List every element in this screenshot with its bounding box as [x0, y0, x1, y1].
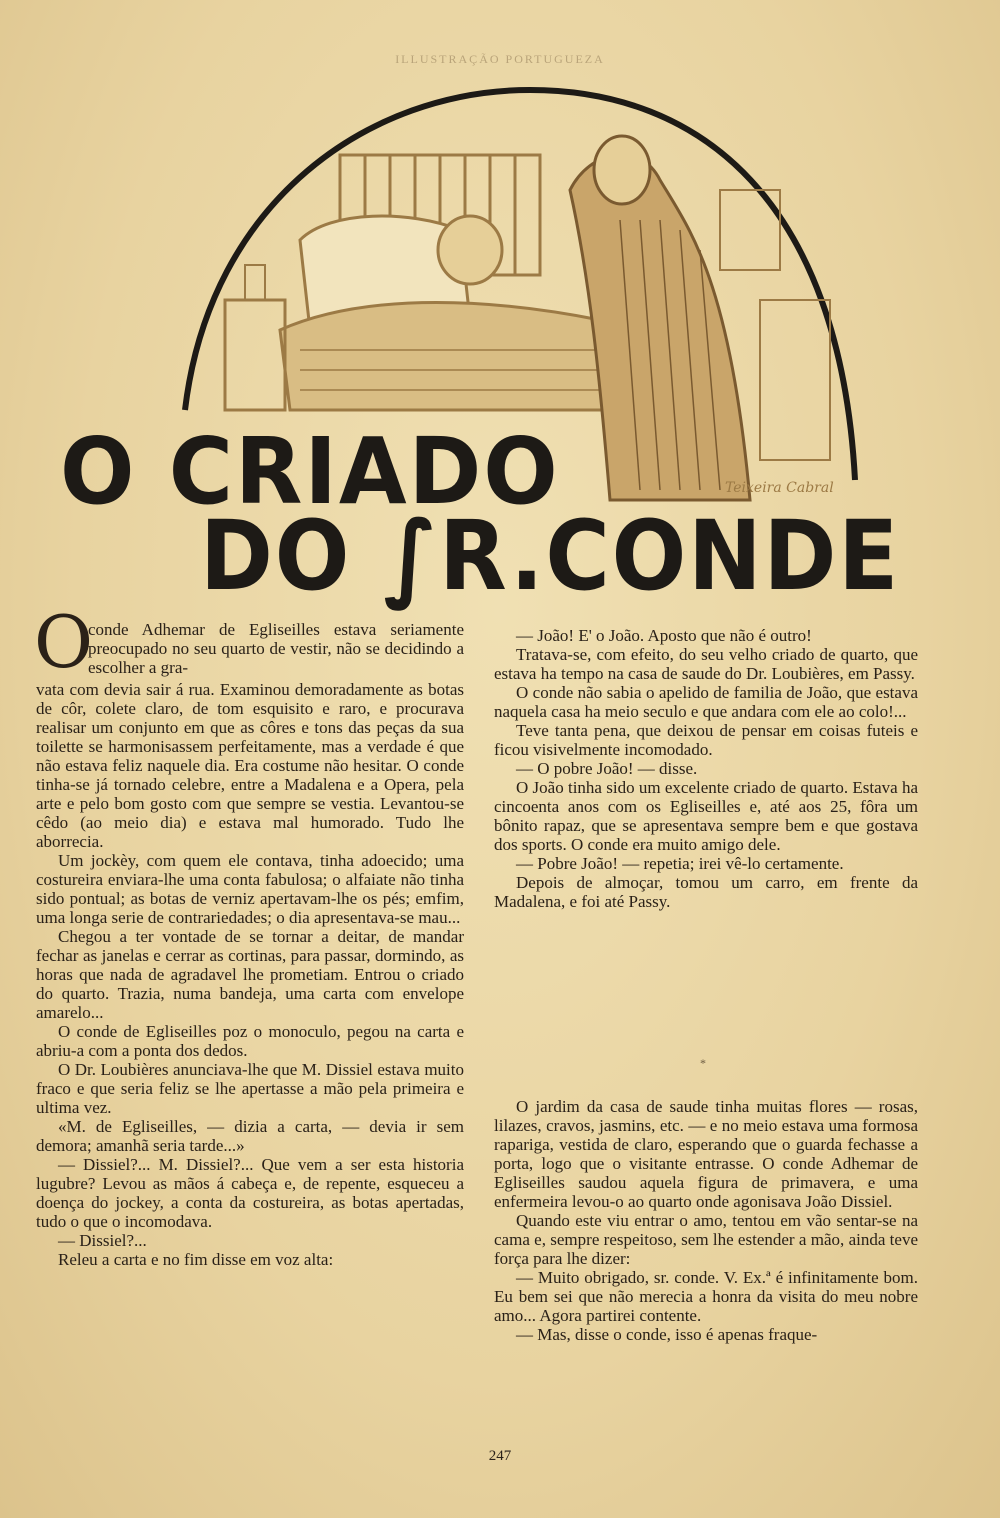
- paragraph: — O pobre João! — disse.: [516, 759, 698, 778]
- paragraph: — Muito obrigado, sr. conde. V. Ex.ª é infinitamente bom. Eu bem sei que não merecia a honra da visita do meu nobre amo... Agora partirei contente.: [494, 1268, 918, 1325]
- paragraph: Um jockèy, com quem ele contava, tinha adoecido; uma costureira enviara-lhe uma conta fabulosa; o alfaiate não tinha sido pontual; as botas de verniz apertavam-lhe os pés; emfim, uma longa serie de contrariedades; o dia apresentava-se mau...: [36, 851, 464, 927]
- paragraph: — Pobre João! — repetia; irei vê-lo certamente.: [516, 854, 844, 873]
- bedside-table: [225, 300, 285, 410]
- page-number: 247: [488, 1448, 512, 1464]
- illustration-signature: Teixeira Cabral: [725, 480, 834, 496]
- paragraph: vata com devia sair á rua. Examinou demoradamente as botas de côr, colete claro, de tom esquisito e raro, e procurava realisar um conjunto em que as côres e tons das peças da sua toilette se harmonisassem perfeitamente, mas a verdade é que não estava feliz naquele dia. Era costume não hesitar. O conde tinha-se já tornado celebre, entre a Madalena e a Opera, pela arte e pelo bom gosto com que sempre se vestia. Levantou-se cêdo (ao meio dia) e estava mal humorado. Tudo lhe aborrecia.: [36, 680, 464, 851]
- section-separator: *: [700, 1056, 706, 1070]
- paragraph: Tratava-se, com efeito, do seu velho criado de quarto, que estava ha tempo na casa de saude do Dr. Loubières, em Passy.: [494, 645, 918, 683]
- paragraph: Releu a carta e no fim disse em voz alta:: [58, 1250, 334, 1269]
- article-column-right-bottom: [494, 1097, 918, 1344]
- paragraph: O conde de Egliseilles poz o monoculo, pegou na carta e abriu-a com a ponta dos dedos.: [36, 1022, 464, 1060]
- paragraph: O jardim da casa de saude tinha muitas flores — rosas, lilazes, cravos, jasmins, etc. — e no meio estava uma formosa rapariga, vestida de claro, esperando que o guarda fechasse a porta, logo que o visitante entrasse. O conde Adhemar de Egliseilles saudou aquela figura de primavera, e uma enfermeira levou-o ao quarto onde agonisava João Dissiel.: [494, 1097, 918, 1211]
- paragraph: Teve tanta pena, que deixou de pensar em coisas futeis e ficou visivelmente incomodado.: [494, 721, 918, 759]
- paragraph: — Dissiel?... M. Dissiel?... Que vem a ser esta historia lugubre? Levou as mãos á cabeça e, de repente, esqueceu a doença do jockey, a conta da costureira, as botas apertadas, tudo o que o incomodava.: [36, 1155, 464, 1231]
- paragraph: — Dissiel?...: [58, 1231, 147, 1250]
- running-head: ILLUSTRAÇÃO PORTUGUEZA: [395, 52, 605, 66]
- paragraph: Quando este viu entrar o amo, tentou em vão sentar-se na cama e, sempre respeitoso, sem lhe estender a mão, ainda teve força para lhe dizer:: [494, 1211, 918, 1268]
- paragraph: «M. de Egliseilles, — dizia a carta, — devia ir sem demora; amanhã seria tarde...»: [36, 1117, 464, 1155]
- article-column-left: [36, 680, 464, 1269]
- title-line-2: DO ∫R.CONDE: [200, 500, 901, 612]
- paragraph: O João tinha sido um excelente criado de quarto. Estava ha cincoenta anos com os Egliseilles e, até aos 25, fôra um bônito rapaz, que se apresentava sempre bem e que gostava dos sports. O conde era muito amigo dele.: [494, 778, 918, 854]
- opening-text: conde Adhemar de Egliseilles estava seriamente preocupado no seu quarto de vestir, não se decidindo a escolher a gra-: [88, 620, 464, 677]
- title-line-1: O CRIADO: [60, 418, 560, 525]
- paragraph: Chegou a ter vontade de se tornar a deitar, de mandar fechar as janelas e cerrar as cortinas, para passar, dormindo, as horas que nada de agradavel lhe prometiam. Entrou o criado do quarto. Trazia, numa bandeja, uma carta com envelope amarelo...: [36, 927, 464, 1022]
- paragraph: O Dr. Loubières anunciava-lhe que M. Dissiel estava muito fraco e que seria feliz se lhe apertasse a mão pela primeira e ultima vez.: [36, 1060, 464, 1117]
- paragraph: O conde não sabia o apelido de familia de João, que estava naquela casa ha meio seculo e que andara com ele ao colo!...: [494, 683, 918, 721]
- cabinet: [760, 300, 830, 460]
- paragraph: Depois de almoçar, tomou um carro, em frente da Madalena, e foi até Passy.: [494, 873, 918, 911]
- paragraph: — João! E' o João. Aposto que não é outro!: [516, 626, 812, 645]
- article-column-right-top: [494, 626, 918, 911]
- blanket: [280, 303, 610, 411]
- old-man-head: [438, 216, 502, 284]
- glass: [245, 265, 265, 300]
- standing-man: [570, 155, 750, 500]
- article-opening-lines: [88, 620, 464, 677]
- standing-man-head: [594, 136, 650, 204]
- paragraph: — Mas, disse o conde, isso é apenas fraque-: [516, 1325, 818, 1344]
- drop-cap: O: [34, 600, 94, 684]
